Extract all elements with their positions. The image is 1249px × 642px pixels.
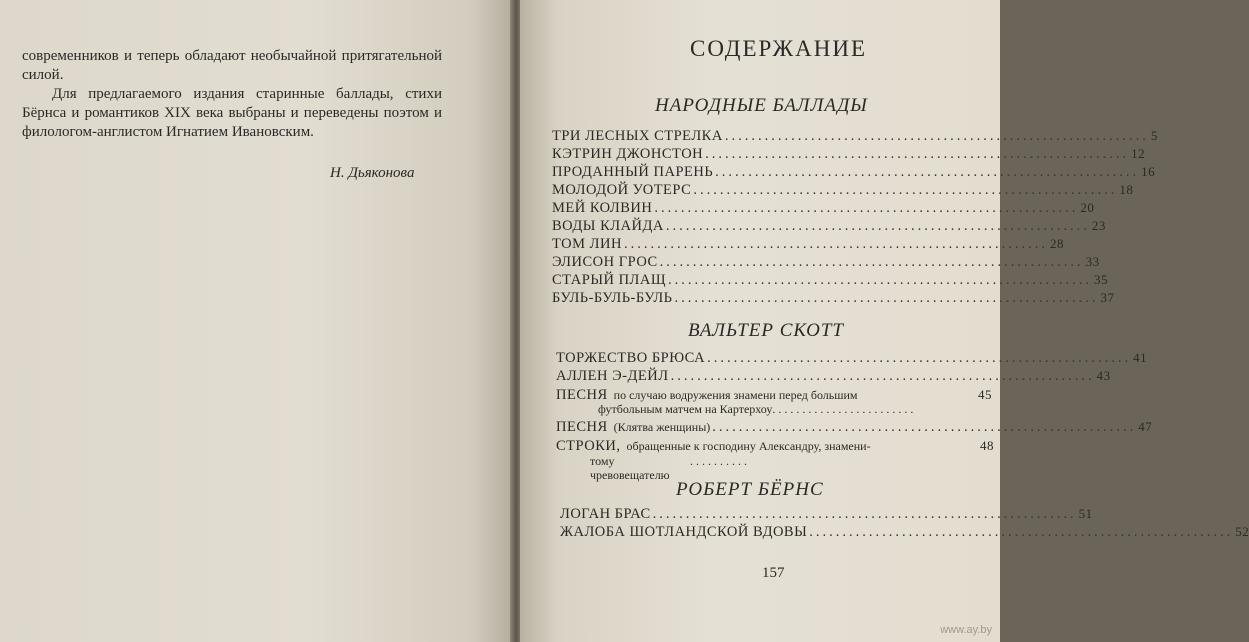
author-signature: Н. Дьяконова <box>330 165 415 181</box>
toc-item[interactable] <box>552 218 1106 234</box>
toc-item[interactable] <box>552 254 1100 270</box>
toc-item-title: ЛОГАН БРАС <box>560 506 651 522</box>
page-number: 157 <box>762 565 785 581</box>
toc-item-page: 5 <box>1150 128 1158 143</box>
toc-item-title: ЭЛИСОН ГРОС <box>552 254 658 270</box>
toc-item-page: 45 <box>978 387 992 402</box>
toc-item[interactable] <box>552 146 1146 162</box>
section-title: ВАЛЬТЕР СКОТТ <box>688 320 845 341</box>
toc-item-page: 12 <box>1131 146 1146 161</box>
toc-item-title: МОЛОДОЙ УОТЕРС <box>552 182 692 198</box>
toc-item[interactable] <box>552 290 1115 306</box>
leader-dots: ................................................................ <box>724 128 1149 144</box>
leader-dots: ................................................................ <box>668 272 1092 288</box>
toc-item-page: 16 <box>1141 164 1156 179</box>
leader-dots: ................................................................ <box>665 218 1090 234</box>
toc-item-page: 28 <box>1049 236 1064 251</box>
toc-item-title: МЕЙ КОЛВИН <box>552 200 653 216</box>
leader-dots: ................................................................ <box>674 290 1099 306</box>
leader-dots: ........................ <box>772 402 917 416</box>
toc-item-subtitle-line <box>590 454 750 482</box>
toc-item-title: ПЕСНЯ <box>556 387 608 403</box>
leader-dots: ................................................................ <box>693 182 1118 198</box>
left-page <box>0 0 512 642</box>
toc-item-title: СТРОКИ, <box>556 438 621 454</box>
leader-dots: ................................................................ <box>715 164 1140 180</box>
leader-dots: ................................................................ <box>652 506 1077 522</box>
toc-item[interactable] <box>560 506 1093 522</box>
toc-item[interactable] <box>556 368 1111 384</box>
toc-item-title: ПЕСНЯ <box>556 419 608 435</box>
toc-item-page: 52 <box>1235 524 1249 539</box>
left-page-text <box>22 47 442 142</box>
leader-dots: ................................................................ <box>659 254 1084 270</box>
toc-item-page: 33 <box>1085 254 1100 269</box>
leader-dots: ................................................................ <box>654 200 1079 216</box>
toc-item-subtitle: обращенные к господину Александру, знамени- <box>626 439 871 453</box>
toc-item-title: ЖАЛОБА ШОТЛАНДСКОЙ ВДОВЫ <box>560 524 808 540</box>
toc-item-title: ТОРЖЕСТВО БРЮСА <box>556 350 706 366</box>
paragraph: Для предлагаемого издания старинные баллады, стихи Бёрнса и романтиков XIX века выбраны и переведены поэтом и филологом-англистом Игнатием Ивановским. <box>22 86 442 140</box>
toc-item-title: БУЛЬ-БУЛЬ-БУЛЬ <box>552 290 673 306</box>
toc-item-subtitle: по случаю водружения знамени перед большим <box>613 388 858 402</box>
leader-dots: .......... <box>690 454 750 468</box>
toc-item-subtitle: тому чревовещателю <box>590 454 670 482</box>
toc-item[interactable] <box>552 128 1158 144</box>
paragraph: современников и теперь обладают необычайной притягательной силой. <box>22 48 442 83</box>
toc-item-page: 43 <box>1096 368 1111 383</box>
toc-item-title: ПРОДАННЫЙ ПАРЕНЬ <box>552 164 714 180</box>
toc-item-page: 47 <box>1138 419 1153 434</box>
toc-item[interactable] <box>552 182 1134 198</box>
contents-title: СОДЕРЖАНИЕ <box>690 36 868 61</box>
toc-item-title: АЛЛЕН Э-ДЕЙЛ <box>556 368 669 384</box>
toc-item-subtitle: футбольным матчем на Картерхоу <box>598 402 773 416</box>
section-title: РОБЕРТ БЁРНС <box>676 479 824 500</box>
leader-dots: ................................................................ <box>809 524 1234 540</box>
leader-dots: ................................................................ <box>670 368 1095 384</box>
toc-item[interactable] <box>556 387 992 403</box>
toc-item[interactable] <box>556 350 1148 366</box>
toc-item[interactable] <box>560 524 1249 540</box>
toc-item-page: 20 <box>1080 200 1095 215</box>
toc-item-subtitle-line <box>598 402 988 416</box>
leader-dots: ................................................................ <box>707 350 1132 366</box>
toc-item[interactable] <box>552 164 1156 180</box>
toc-item-page: 37 <box>1100 290 1115 305</box>
toc-item-page: 41 <box>1133 350 1148 365</box>
toc-item-page: 35 <box>1094 272 1108 287</box>
toc-item-title: СТАРЫЙ ПЛАЩ <box>552 272 666 288</box>
toc-item-title: ТРИ ЛЕСНЫХ СТРЕЛКА <box>552 128 723 144</box>
toc-item-title: КЭТРИН ДЖОНСТОН <box>552 146 704 162</box>
toc-item-title: ВОДЫ КЛАЙДА <box>552 218 664 234</box>
toc-item-page: 51 <box>1078 506 1093 521</box>
toc-item[interactable] <box>556 438 994 454</box>
leader-dots: ................................................................ <box>705 146 1130 162</box>
leader-dots: ................................................................ <box>623 236 1048 252</box>
toc-item[interactable] <box>552 200 1095 216</box>
section-title: НАРОДНЫЕ БАЛЛАДЫ <box>655 95 868 116</box>
toc-item-page: 48 <box>980 438 994 453</box>
leader-dots: ................................................................ <box>712 419 1137 435</box>
toc-item-page: 23 <box>1091 218 1106 233</box>
toc-item[interactable] <box>552 272 1108 288</box>
toc-item[interactable] <box>556 419 1153 435</box>
watermark: www.ay.by <box>940 624 992 636</box>
toc-item[interactable] <box>552 236 1064 252</box>
toc-item-subtitle: (Клятва женщины) <box>613 420 711 434</box>
toc-item-page: 18 <box>1119 182 1134 197</box>
toc-item-title: ТОМ ЛИН <box>552 236 622 252</box>
